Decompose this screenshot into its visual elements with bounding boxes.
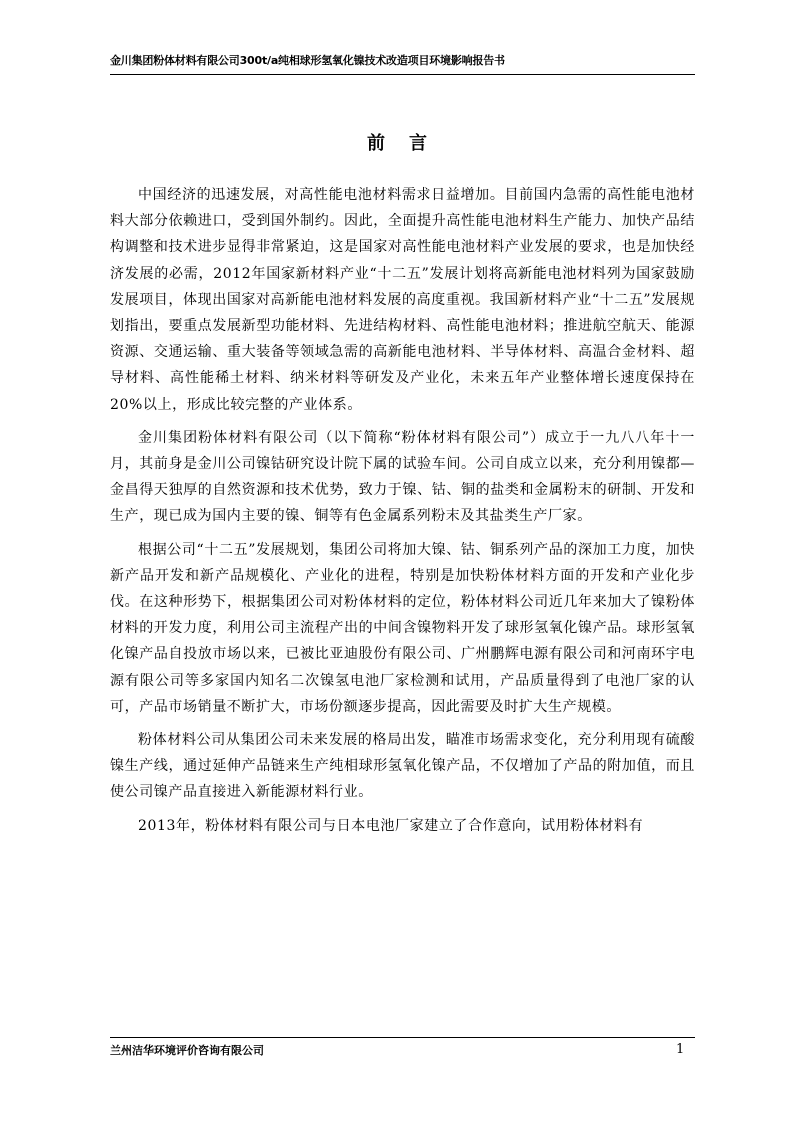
document-body <box>110 182 695 846</box>
paragraph: 根据公司“十二五”发展规划，集团公司将加大镍、钴、铜系列产品的深加工力度，加快新产品开发和新产品规模化、产业化的进程，特别是加快粉体材料方面的开发和产业化步伐。在这种形势下，根据集团公司对粉体材料的定位，粉体材料公司近几年来加大了镍粉体材料的开发力度，利用公司主流程产出的中间含镍物料开发了球形氢氧化镍产品。球形氢氧化镍产品自投放市场以来，已被比亚迪股份有限公司、广州鹏辉电源有限公司和河南环宇电源有限公司等多家国内知名二次镍氢电池厂家检测和试用，产品质量得到了电池厂家的认可，产品市场销量不断扩大，市场份额逐步提高，因此需要及时扩大生产规模。 <box>110 541 695 715</box>
paragraph: 金川集团粉体材料有限公司（以下简称“粉体材料有限公司”）成立于一九八八年十一月，其前身是金川公司镍钴研究设计院下属的试验车间。公司自成立以来，充分利用镍都—金昌得天独厚的自然资源和技术优势，致力于镍、钴、铜的盐类和金属粉末的研制、开发和生产，现已成为国内主要的镍、铜等有色金属系列粉末及其盐类生产厂家。 <box>110 429 695 525</box>
footer-divider <box>110 1037 695 1038</box>
footer-organization: 兰州洁华环境评价咨询有限公司 <box>110 1044 264 1057</box>
page-number: 1 <box>676 1042 685 1057</box>
paragraph: 中国经济的迅速发展，对高性能电池材料需求日益增加。目前国内急需的高性能电池材料大部分依赖进口，受到国外制约。因此，全面提升高性能电池材料生产能力、加快产品结构调整和技术进步显得非常紧迫，这是国家对高性能电池材料产业发展的要求，也是加快经济发展的必需，2012年国家新材料产业“十二五”发展计划将高新能电池材料列为国家鼓励发展项目，体现出国家对高新能电池材料发展的高度重视。我国新材料产业“十二五”发展规划指出，要重点发展新型功能材料、先进结构材料、高性能电池材料；推进航空航天、能源资源、交通运输、重大装备等领域急需的高新能电池材料、半导体材料、高温合金材料、超导材料、高性能稀土材料、纳米材料等研发及产业化，未来五年产业整体增长速度保持在20%以上，形成比较完整的产业体系。 <box>110 187 695 413</box>
header-divider <box>110 74 695 75</box>
paragraph: 2013年，粉体材料有限公司与日本电池厂家建立了合作意向，试用粉体材料有 <box>138 817 644 834</box>
section-title: 前言 <box>367 133 451 154</box>
running-header: 金川集团粉体材料有限公司300t/a纯相球形氢氧化镍技术改造项目环境影响报告书 <box>110 54 505 67</box>
paragraph: 粉体材料公司从集团公司未来发展的格局出发，瞄准市场需求变化，充分利用现有硫酸镍生产线，通过延伸产品链来生产纯相球形氢氧化镍产品，不仅增加了产品的附加值，而且使公司镍产品直接进入新能源材料行业。 <box>110 732 695 801</box>
